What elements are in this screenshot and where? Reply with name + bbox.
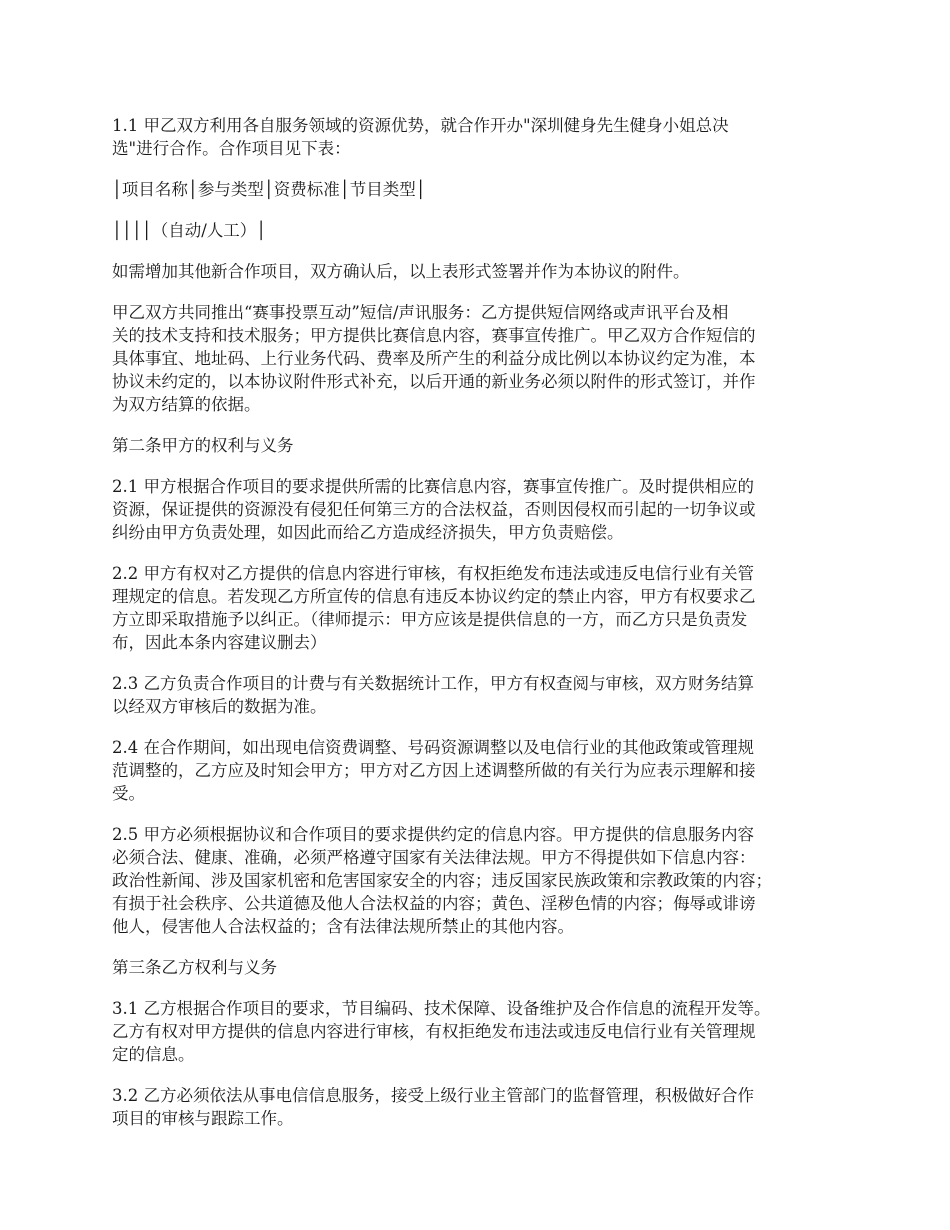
paragraph-line: 1.1 甲乙双方利用各自服务领域的资源优势，就合作开办"深圳健身先生健身小姐总决	[112, 116, 729, 135]
paragraph	[112, 997, 852, 1066]
paragraph	[112, 1084, 852, 1130]
paragraph-line: 甲乙双方共同推出“赛事投票互动”短信/声讯服务：乙方提供短信网络或声讯平台及相	[112, 303, 729, 322]
paragraph	[112, 475, 852, 544]
paragraph	[112, 260, 852, 283]
paragraph	[112, 301, 852, 416]
paragraph-line: 2.3 乙方负责合作项目的计费与有关数据统计工作，甲方有权查阅与审核，双方财务结算	[112, 674, 754, 693]
paragraph	[112, 672, 852, 718]
paragraph-line: 第二条甲方的权利与义务	[112, 436, 294, 455]
paragraph-line: 3.1 乙方根据合作项目的要求，节目编码、技术保障、设备维护及合作信息的流程开发等。	[112, 999, 771, 1018]
paragraph-line: 2.1 甲方根据合作项目的要求提供所需的比赛信息内容，赛事宣传推广。及时提供相应的	[112, 477, 754, 496]
document-body	[112, 114, 852, 1148]
paragraph-line: 理规定的信息。若发现乙方所宣传的信息有违反本协议约定的禁止内容，甲方有权要求乙	[112, 587, 756, 606]
paragraph-line: 受。	[112, 784, 145, 803]
paragraph-line: 为双方结算的依据。	[112, 395, 261, 414]
paragraph-line: 选"进行合作。合作项目见下表：	[112, 139, 351, 158]
paragraph-line: 协议未约定的，以本协议附件形式补充，以后开通的新业务必须以附件的形式签订，并作	[112, 372, 756, 391]
paragraph	[112, 823, 852, 938]
paragraph-line: 方立即采取措施予以纠正。（律师提示：甲方应该是提供信息的一方，而乙方只是负责发	[112, 610, 748, 629]
paragraph-line: 以经双方审核后的数据为准。	[112, 697, 327, 716]
paragraph-line: 资源，保证提供的资源没有侵犯任何第三方的合法权益，否则因侵权而引起的一切争议或	[112, 500, 756, 519]
paragraph-line: 他人，侵害他人合法权益的；含有法律法规所禁止的其他内容。	[112, 917, 574, 936]
paragraph-line: 项目的审核与跟踪工作。	[112, 1109, 294, 1128]
paragraph	[112, 956, 852, 979]
paragraph-line: 必须合法、健康、准确，必须严格遵守国家有关法律法规。甲方不得提供如下信息内容：	[112, 848, 756, 867]
paragraph-line: 具体事宜、地址码、上行业务代码、费率及所产生的利益分成比例以本协议约定为准，本	[112, 349, 756, 368]
paragraph-line: ││││（自动/人工）│	[112, 221, 267, 240]
paragraph-line: 关的技术支持和技术服务；甲方提供比赛信息内容，赛事宣传推广。甲乙双方合作短信的	[112, 326, 756, 345]
paragraph-line: 3.2 乙方必须依法从事电信信息服务，接受上级行业主管部门的监督管理，积极做好合作	[112, 1086, 754, 1105]
paragraph-line: 2.2 甲方有权对乙方提供的信息内容进行审核，有权拒绝发布违法或违反电信行业有关管	[112, 564, 754, 583]
paragraph-line: 布，因此本条内容建议删去）	[112, 633, 327, 652]
paragraph	[112, 114, 852, 160]
paragraph	[112, 736, 852, 805]
paragraph-line: 乙方有权对甲方提供的信息内容进行审核，有权拒绝发布违法或违反电信行业有关管理规	[112, 1022, 756, 1041]
paragraph-line: 2.4 在合作期间，如出现电信资费调整、号码资源调整以及电信行业的其他政策或管理规	[112, 738, 754, 757]
paragraph-line: 如需增加其他新合作项目，双方确认后，以上表形式签署并作为本协议的附件。	[112, 262, 690, 281]
paragraph-line: 纠纷由甲方负责处理，如因此而给乙方造成经济损失，甲方负责赔偿。	[112, 523, 624, 542]
paragraph-line: 政治性新闻、涉及国家机密和危害国家安全的内容；违反国家民族政策和宗教政策的内容；	[112, 871, 772, 890]
paragraph	[112, 434, 852, 457]
paragraph-line: 第三条乙方权利与义务	[112, 958, 277, 977]
paragraph	[112, 178, 852, 201]
paragraph	[112, 219, 852, 242]
paragraph	[112, 562, 852, 654]
paragraph-line: 2.5 甲方必须根据协议和合作项目的要求提供约定的信息内容。甲方提供的信息服务内容	[112, 825, 754, 844]
paragraph-line: 有损于社会秩序、公共道德及他人合法权益的内容；黄色、淫秽色情的内容；侮辱或诽谤	[112, 894, 756, 913]
paragraph-line: 定的信息。	[112, 1045, 195, 1064]
paragraph-line: │项目名称│参与类型│资费标准│节目类型│	[112, 180, 426, 199]
paragraph-line: 范调整的，乙方应及时知会甲方；甲方对乙方因上述调整所做的有关行为应表示理解和接	[112, 761, 756, 780]
